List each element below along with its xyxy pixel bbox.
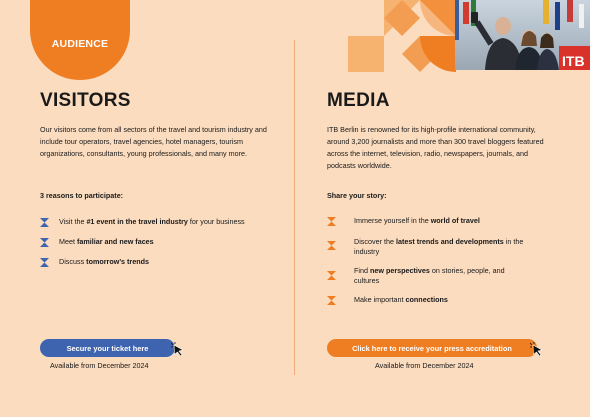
pointer-cursor-icon <box>530 342 543 356</box>
media-bullet <box>327 237 549 257</box>
bullet-text: Find new perspectives on stories, people, and cultures <box>354 266 505 285</box>
visitors-bullet <box>40 217 245 227</box>
column-divider <box>294 40 295 375</box>
event-photo <box>455 0 590 70</box>
bullet-text: Make important connections <box>354 295 448 304</box>
visitors-subhead: 3 reasons to participate: <box>40 191 124 200</box>
photo-sign-text: ITB <box>562 53 585 69</box>
media-subhead: Share your story: <box>327 191 387 200</box>
media-bullet <box>327 266 519 286</box>
visitors-bullet <box>40 257 149 267</box>
media-title: MEDIA <box>327 90 390 111</box>
bullet-text: Discuss tomorrow’s trends <box>59 257 150 266</box>
media-intro: ITB Berlin is renowned for its high-profile international community, around 3,200 journalists and more than 300 travel bloggers featured across the internet, television, radio, newspapers, journals, and podcasts worldwide. <box>327 125 544 170</box>
media-bullet <box>327 295 448 305</box>
bullet-text: Meet familiar and new faces <box>59 237 154 246</box>
hourglass-icon <box>327 296 336 305</box>
audience-tab <box>30 0 130 80</box>
visitors-bullet <box>40 237 154 247</box>
media-bullet <box>327 216 480 226</box>
hourglass-icon <box>40 218 49 227</box>
hourglass-icon <box>40 258 49 267</box>
hourglass-icon <box>327 241 336 250</box>
pointer-cursor-icon <box>171 342 184 356</box>
hourglass-icon <box>327 217 336 226</box>
visitors-intro: Our visitors come from all sectors of the travel and tourism industry and include tour operators, travel agencies, hotel managers, tourism organizations, consultants, young professionals, and many more. <box>40 125 267 158</box>
visitors-availability: Available from December 2024 <box>50 361 149 370</box>
hourglass-icon <box>40 238 49 247</box>
bullet-text: Immerse yourself in the world of travel <box>354 216 480 225</box>
audience-label: AUDIENCE <box>51 38 109 50</box>
bullet-text: Visit the #1 event in the travel industry for your business <box>59 217 245 226</box>
secure-ticket-button[interactable]: Secure your ticket here <box>40 339 175 357</box>
press-accreditation-button[interactable]: Click here to receive your press accreditation <box>327 339 537 357</box>
geometric-decoration <box>348 0 456 72</box>
hourglass-icon <box>327 271 336 280</box>
media-availability: Available from December 2024 <box>375 361 474 370</box>
bullet-text: Discover the latest trends and developments in the industry <box>354 237 524 256</box>
visitors-title: VISITORS <box>40 90 131 111</box>
